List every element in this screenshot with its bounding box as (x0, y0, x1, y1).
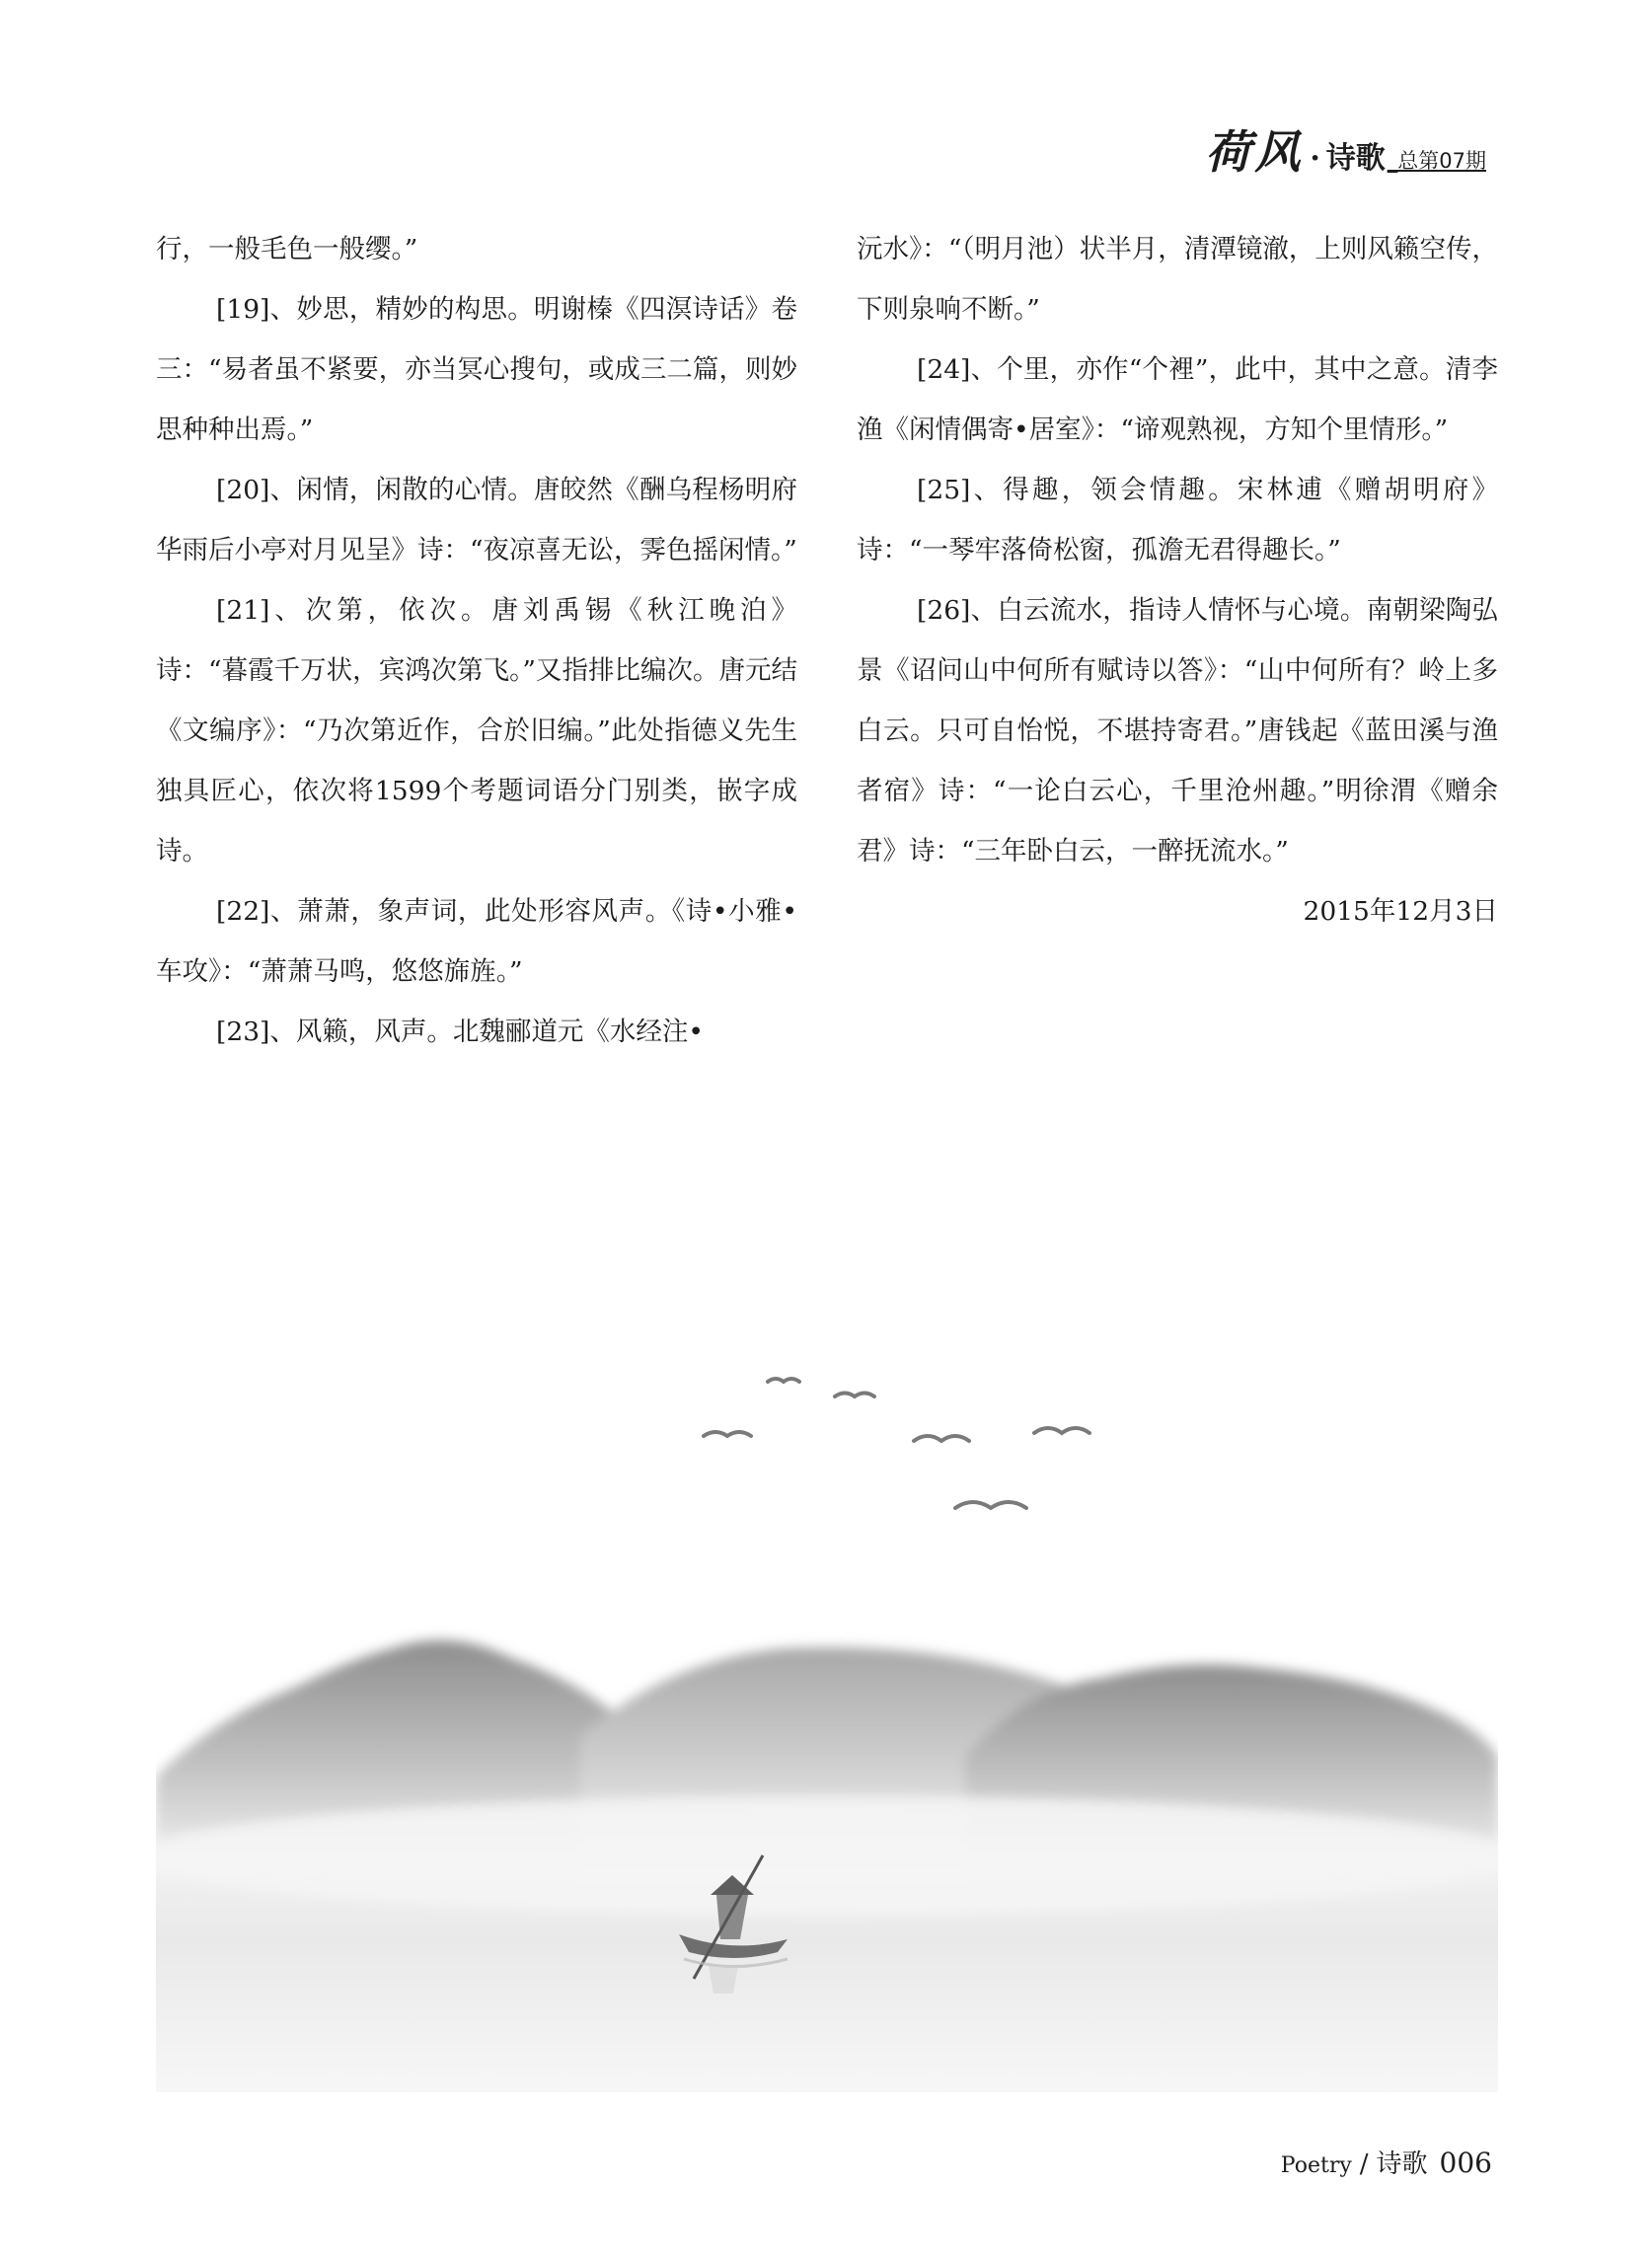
article-date: 2015年12月3日 (1303, 896, 1498, 927)
bird (914, 1436, 969, 1441)
note-paragraph: [25]、得趣，领会情趣。宋林逋《赠胡明府》诗：“一琴牢落倚松窗，孤澹无君得趣长。” (857, 475, 1498, 565)
issue-number: _总第07期 (1387, 149, 1486, 173)
page-footer (1281, 2144, 1492, 2180)
left-column (156, 219, 797, 1062)
footer-section-en: Poetry (1280, 2153, 1352, 2178)
right-column (857, 219, 1498, 942)
bird (835, 1394, 874, 1397)
page-number: 006 (1439, 2147, 1492, 2179)
note-paragraph: [21]、次第，依次。唐刘禹锡《秋江晚泊》诗：“暮霞千万状，宾鸿次第飞。”又指排比编次。唐元结《文编序》：“乃次第近作，合於旧编。”此处指德义先生独具匠心，依次将1599个考题词语分门别类，嵌字成诗。 (156, 595, 797, 867)
page-header (1205, 116, 1486, 182)
header-separator: · (1310, 141, 1320, 176)
bird (704, 1432, 751, 1436)
footer-section-cn: 诗歌 (1376, 2149, 1428, 2179)
note-paragraph: [22]、萧萧，象声词，此处形容风声。《诗•小雅•车攻》：“萧萧马鸣，悠悠旆旌。” (156, 896, 797, 987)
birds (704, 1379, 1089, 1508)
note-paragraph: [23]、风籁，风声。北魏郦道元《水经注• (216, 1017, 705, 1047)
note-paragraph: [19]、妙思，精妙的构思。明谢榛《四溟诗话》卷三：“易者虽不紧要，亦当冥心搜句，或成三二篇，则妙思种种出焉。” (156, 294, 797, 445)
note-paragraph: 行，一般毛色一般缨。” (156, 234, 418, 264)
note-paragraph: [24]、个里，亦作“个裡”，此中，其中之意。清李渔《闲情偶寄•居室》：“谛观熟视，方知个里情形。” (857, 354, 1498, 445)
section-title: 诗歌 (1325, 141, 1386, 176)
magazine-brand: 荷风 (1205, 125, 1305, 179)
note-paragraph: 沅水》：“（明月池）状半月，清潭镜澈，上则风籁空传，下则泉响不断。” (857, 234, 1498, 325)
bird (1034, 1428, 1089, 1433)
bird (768, 1379, 799, 1382)
note-paragraph: [20]、闲情，闲散的心情。唐皎然《酬乌程杨明府华雨后小亭对月见呈》诗：“夜凉喜无讼，霁色摇闲情。” (156, 475, 797, 565)
footer-slash: / (1359, 2149, 1369, 2179)
note-paragraph: [26]、白云流水，指诗人情怀与心境。南朝梁陶弘景《诏问山中何所有赋诗以答》：“山中何所有？岭上多白云。只可自怡悦，不堪持寄君。”唐钱起《蓝田溪与渔者宿》诗：“一论白云心，千里沧州趣。”明徐渭《赠余君》诗：“三年卧白云，一醉抚流水。” (857, 595, 1498, 867)
bird (955, 1502, 1026, 1508)
ink-landscape-illustration (156, 1362, 1498, 2092)
mountains (156, 1640, 1498, 1915)
